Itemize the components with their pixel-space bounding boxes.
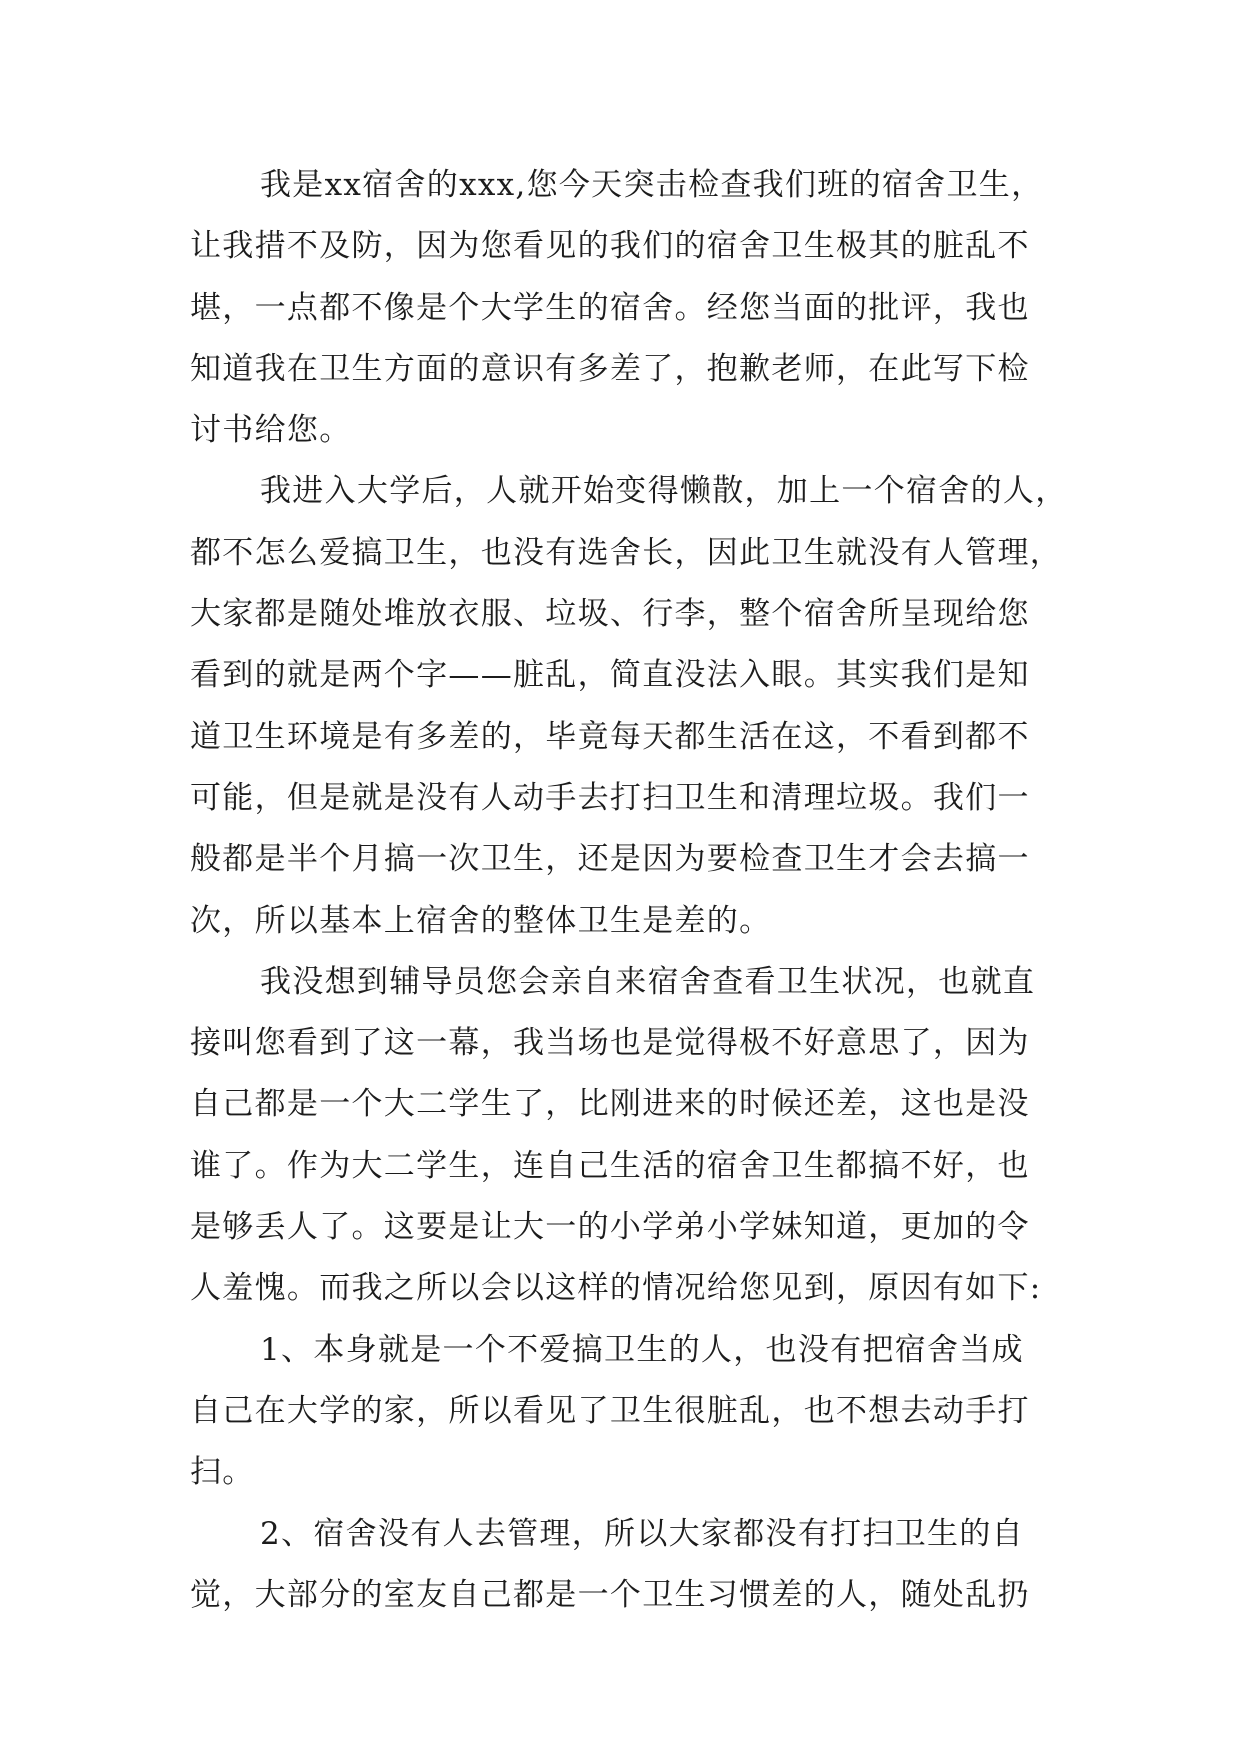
text-line: 扫。 <box>190 1454 255 1491</box>
paragraph-4 <box>190 1320 1080 1504</box>
document-body <box>190 155 1080 1626</box>
paragraph-1 <box>190 155 1080 461</box>
text-line: 我是xx宿舍的xxx,您今天突击检查我们班的宿舍卫生， <box>260 167 1044 203</box>
text-line: 次，所以基本上宿舍的整体卫生是差的。 <box>190 902 772 939</box>
text-line: 让我措不及防，因为您看见的我们的宿舍卫生极其的脏乱不 <box>190 228 1030 265</box>
text-line: 接叫您看到了这一幕，我当场也是觉得极不好意思了，因为 <box>190 1025 1030 1062</box>
text-line: 道卫生环境是有多差的，毕竟每天都生活在这，不看到都不 <box>190 718 1030 755</box>
text-line: 知道我在卫生方面的意识有多差了，抱歉老师，在此写下检 <box>190 350 1030 387</box>
text-line: 2、宿舍没有人去管理，所以大家都没有打扫卫生的自 <box>260 1515 1024 1552</box>
text-line: 我没想到辅导员您会亲自来宿舍查看卫生状况，也就直 <box>260 963 1036 1000</box>
text-line: 堪，一点都不像是个大学生的宿舍。经您当面的批评，我也 <box>190 289 1030 326</box>
text-line: 讨书给您。 <box>190 412 352 449</box>
text-line: 我进入大学后，人就开始变得懒散，加上一个宿舍的人， <box>260 473 1068 510</box>
text-line: 看到的就是两个字——脏乱，简直没法入眼。其实我们是知 <box>190 657 1030 694</box>
text-line: 自己在大学的家，所以看见了卫生很脏乱，也不想去动手打 <box>190 1392 1030 1429</box>
text-line: 人羞愧。而我之所以会以这样的情况给您见到，原因有如下: <box>190 1270 1042 1307</box>
text-line: 1、本身就是一个不爱搞卫生的人，也没有把宿舍当成 <box>260 1331 1024 1368</box>
text-line: 般都是半个月搞一次卫生，还是因为要检查卫生才会去搞一 <box>190 841 1030 878</box>
text-line: 是够丢人了。这要是让大一的小学弟小学妹知道，更加的令 <box>190 1209 1030 1246</box>
text-line: 谁了。作为大二学生，连自己生活的宿舍卫生都搞不好，也 <box>190 1147 1030 1184</box>
text-line: 都不怎么爱搞卫生，也没有选舍长，因此卫生就没有人管理， <box>190 534 1063 571</box>
text-line: 可能，但是就是没有人动手去打扫卫生和清理垃圾。我们一 <box>190 779 1030 816</box>
paragraph-2 <box>190 461 1080 951</box>
text-line: 觉，大部分的室友自己都是一个卫生习惯差的人，随处乱扔 <box>190 1576 1030 1613</box>
paragraph-5 <box>190 1504 1080 1627</box>
text-line: 大家都是随处堆放衣服、垃圾、行李，整个宿舍所呈现给您 <box>190 596 1030 633</box>
text-line: 自己都是一个大二学生了，比刚进来的时候还差，这也是没 <box>190 1086 1030 1123</box>
paragraph-3 <box>190 952 1080 1320</box>
